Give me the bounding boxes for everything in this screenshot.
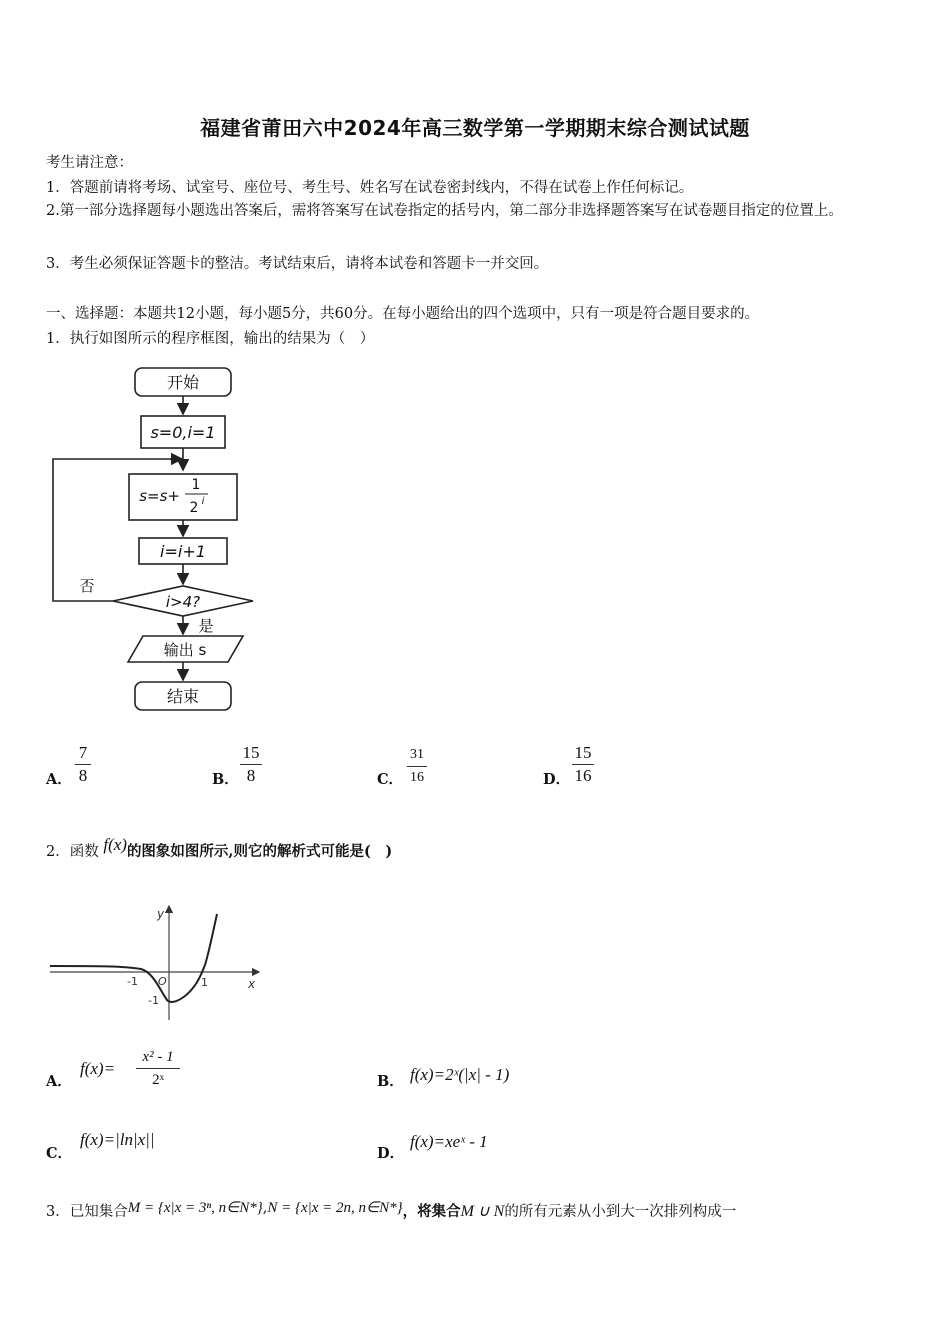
- flow-cond-label: i>4?: [165, 593, 201, 611]
- q2-option-b-expr: f(x)=2ˣ(|x| - 1): [410, 1065, 510, 1084]
- graph-neg1-y: -1: [148, 994, 159, 1007]
- q3-set-n: N = {x|x = 2n, n∈N*}: [267, 1200, 403, 1216]
- q2-option-a-letter[interactable]: A．: [46, 1073, 72, 1090]
- graph-neg1-x: -1: [127, 975, 138, 988]
- flow-frac-den: 2: [189, 500, 199, 516]
- flow-yes-label: 是: [198, 617, 214, 635]
- graph-y-label: y: [157, 907, 165, 921]
- q2-option-a-frac: x² - 1 2ˣ: [136, 1046, 180, 1091]
- q1-option-d-letter[interactable]: D．: [543, 771, 571, 788]
- graph-curve: [50, 914, 217, 1002]
- graph-x-label: x: [248, 977, 256, 991]
- q1-option-b-value: 15 8: [238, 742, 264, 787]
- q1-stem: 1．执行如图所示的程序框图，输出的结果为（ ）: [46, 331, 375, 347]
- q1-option-c-letter[interactable]: C．: [377, 771, 404, 788]
- q3-set-m: M = {x|x = 3ⁿ, n∈N*}: [127, 1200, 263, 1216]
- q2-option-c-letter[interactable]: C．: [46, 1145, 73, 1162]
- notice-item-3: 3．考生必须保证答题卡的整洁。考试结束后，请将本试卷和答题卡一并交回。: [46, 256, 549, 272]
- q1-option-d-value: 15 16: [570, 742, 596, 787]
- q2-option-d-expr: f(x)=xeˣ - 1: [410, 1132, 488, 1151]
- q1-option-b-letter[interactable]: B．: [212, 771, 239, 788]
- flow-frac-exp: i: [201, 496, 205, 507]
- q2-func: f(x): [103, 835, 127, 854]
- graph-pos1-x: 1: [201, 976, 208, 989]
- q2-option-a-lhs: f(x)=: [80, 1059, 116, 1078]
- graph-origin-label: O: [158, 975, 167, 988]
- section-heading: 一、选择题：本题共12小题，每小题5分，共60分。在每小题给出的四个选项中，只有一项是符合题目要求的。: [46, 306, 760, 322]
- q2-option-c-expr: f(x)=|ln|x||: [80, 1130, 155, 1149]
- q2-option-d-letter[interactable]: D．: [377, 1145, 405, 1162]
- flow-update-s-label: s=s+: [139, 487, 180, 505]
- notice-heading: 考生请注意：: [46, 155, 133, 171]
- notice-item-2: 2.第一部分选择题每小题选出答案后，需将答案写在试卷指定的括号内，第二部分非选择题答案写在试卷题目指定的位置上。: [46, 203, 843, 219]
- flow-end-label: 结束: [166, 687, 200, 706]
- flow-no-label: 否: [79, 577, 95, 595]
- page-title: 福建省莆田六中2024年高三数学第一学期期末综合测试试题: [200, 116, 750, 140]
- q1-option-c-value: 31 16: [404, 744, 430, 789]
- flow-update-i-label: i=i+1: [160, 542, 206, 561]
- q3-stem: 3．已知集合M = {x|x = 3ⁿ, n∈N*},N = {x|x = 2n, n∈N*}，将集合M ∪ N的所有元素从小到大一次排列构成一: [46, 1200, 737, 1220]
- q1-option-a-letter[interactable]: A．: [46, 771, 72, 788]
- flow-start-label: 开始: [166, 373, 200, 392]
- q1-option-a-value: 7 8: [72, 742, 94, 787]
- q1-flowchart: [40, 358, 300, 718]
- flow-frac-num: 1: [191, 477, 201, 493]
- q2-option-b-letter[interactable]: B．: [377, 1073, 404, 1090]
- q3-union: M ∪ N: [460, 1203, 505, 1220]
- flow-output-label: 输出 s: [163, 641, 207, 659]
- q2-function-graph: [45, 900, 275, 1025]
- flow-init-label: s=0,i=1: [150, 423, 216, 442]
- notice-item-1: 1．答题前请将考场、试室号、座位号、考生号、姓名写在试卷密封线内，不得在试卷上作任何标记。: [46, 180, 694, 196]
- q2-stem: 2．函数 f(x)的图象如图所示,则它的解析式可能是( ): [46, 835, 393, 860]
